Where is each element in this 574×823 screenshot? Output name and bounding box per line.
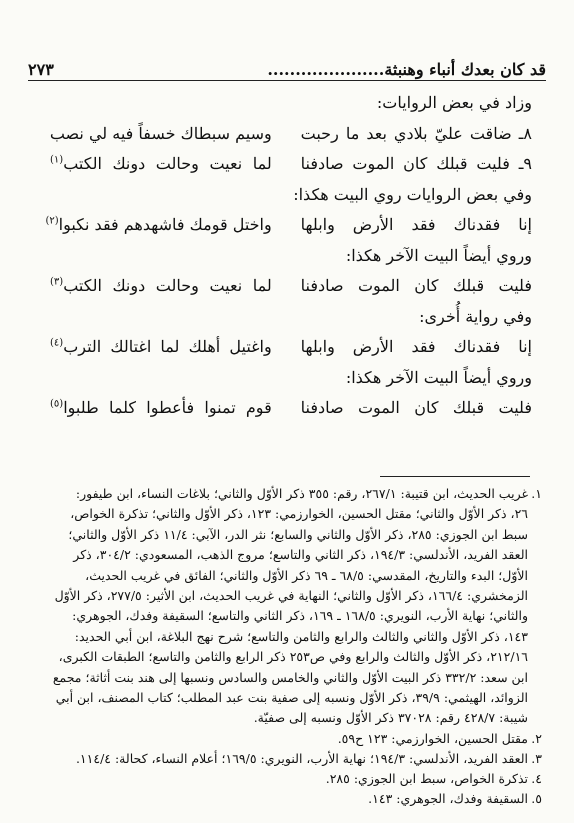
hemistich-text: لما نعيت وحالت دونك الكتب [63,276,272,295]
narration-line: وروي أيضاً البيت الآخر هكذا: [345,245,532,265]
footnote-line: سبط ابن الجوزي: ٢٨٥، ذكر الأوّل والثاني والسابع؛ نثر الدر، الآبي: ١١/٤ ذكر الأوّل والثاني؛ [68,526,528,542]
page-number: ٢٧٣ [28,60,54,79]
running-header [28,55,546,79]
verse-first-hemistich: إنا فقدناك فقد الأرض وابلها [300,337,532,356]
verse-second-hemistich: وسيم سبطاك خسفاً فيه لي نصب [49,123,272,143]
narration-line: وفي بعض الروايات روي البيت هكذا: [293,184,532,204]
footnote-ref: (٢) [45,215,59,227]
footnote-line: الأوّل؛ البدء والتاريخ، المقدسي: ٦٨/٥ ـ ٦٩ ذكر الأوّل والثاني؛ الفائق في غريب الحديث، [85,567,528,583]
footnote-line: ابن سعد: ٣٣٢/٢ ذكر البيت الأوّل والثاني والخامس والسادس ونسبها إلى هند بنت أثاثة؛ مجمع [52,669,528,685]
footnote-1 [30,484,542,729]
verse-first-hemistich: فليت قبلك كان الموت صادفنا [300,276,532,295]
footnote-text: السقيفة وفدك، الجوهري: ١٤٣. [368,790,528,806]
body-text [45,88,532,424]
verse-second-hemistich [45,210,272,241]
footnote-line: ٢١٢/١٦، ذكر الأوّل والثالث والرابع وفي ص٢٥٣ ذكر الرابع والثامن والتاسع؛ الطبقات الكبرى، [58,649,528,665]
footnote-line: ٢٦، ذكر الأوّل والثاني؛ مقتل الحسين، الخوارزمي: ١٢٣، ذكر الأوّل والثاني؛ تذكرة الخواص، [70,506,528,522]
verse-first-hemistich: فليت قبلك كان الموت صادفنا [300,398,532,417]
verse-8 [50,119,532,150]
footnotes [30,484,542,809]
footnote-3 [30,749,542,769]
footnote-text: العقد الفريد، الأندلسي: ١٩٤/٣؛ نهاية الأرب، النويري: ١٦٩/٥؛ أعلام النساء، كحالة: ١١٤/٤. [75,750,528,766]
verse-variant-c [50,332,532,363]
verse-9 [50,149,532,180]
verse-variant-a [45,210,532,241]
footnote-line: الزمخشري: ١٦٦/٤، ذكر الأوّل والثاني؛ النهاية في غريب الحديث، ابن الأثير: ٢٧٧/٥، ذكر الأوّل [54,588,528,604]
hemistich-text: قوم تمنوا فأعطوا كلما طلبوا [63,398,272,417]
footnote-number: ٣. [531,750,542,766]
footnote-ref: (٤) [50,337,64,349]
verse-first-hemistich: ٩ـ فليت قبلك كان الموت صادفنا [300,154,532,173]
verse-second-hemistich [50,332,272,363]
footnote-number: ٢. [531,730,542,746]
footnote-5 [30,789,542,809]
footnote-number: ٤. [531,770,542,786]
footnote-2 [30,729,542,749]
footnote-line: شيبة: ٤٢٨/٧ رقم: ٣٧٠٢٨ ذكر الأوّل ونسبه إلى صفيّة. [253,710,528,726]
footnote-text [30,484,528,729]
hemistich-text: لما نعيت وحالت دونك الكتب [63,154,272,173]
verse-second-hemistich [50,149,272,180]
footnote-line: العقد الفريد، الأندلسي: ١٩٤/٣، ذكر الثاني والتاسع؛ مروج الذهب، المسعودي: ٣٠٤/٢، ذكر [73,547,528,563]
footnote-text: مقتل الحسين، الخوارزمي: ١٢٣ ح٥٩. [337,730,528,746]
footnote-line: الزوائد، الهيثمي: ٣٩/٩، ذكر الأوّل ونسبه إلى صفية بنت عبد المطلب؛ كتاب المصنف، ابن أبي [55,690,528,706]
hemistich-text: واختل قومك فاشهدهم فقد نكبوا [58,215,272,234]
header-title: قد كان بعدك أنباء وهنبثة..................... [267,60,546,79]
footnote-number: ١. [531,486,542,501]
verse-first-hemistich: ٨ـ ضاقت عليّ بلادي بعد ما رحبت [300,123,532,143]
verse-variant-d [50,393,532,424]
footnote-4 [30,769,542,789]
footnote-line: غريب الحديث، ابن قتيبة: ٢٦٧/١، رقم: ٣٥٥ ذكر الأوّل والثاني؛ بلاغات النساء، ابن طيفور: [75,486,528,501]
footnote-ref: (٣) [50,276,64,288]
hemistich-text: واغتيل أهلك لما اغتالك الترب [63,337,272,356]
footnote-line: والثاني؛ نهاية الأرب، النويري: ١٦٨/٥ ـ ١٦٩، ذكر الثاني والتاسع؛ السقيفة وفدك، الجوهري: [72,608,528,624]
verse-first-hemistich: إنا فقدناك فقد الأرض وابلها [300,215,532,234]
narration-line: وروي أيضاً البيت الآخر هكذا: [345,367,532,387]
narration-line: وفي رواية أُخرى: [419,306,532,326]
footnote-ref: (٥) [50,398,64,410]
footnote-text: تذكرة الخواص، سبط ابن الجوزي: ٢٨٥. [325,770,528,786]
header-rule [28,80,546,81]
footnote-separator [380,476,530,477]
verse-second-hemistich [50,393,272,424]
footnote-number: ٥. [531,790,542,806]
footnote-ref: (١) [50,154,64,166]
intro-line: وزاد في بعض الروايات: [376,93,532,112]
footnote-line: ١٤٣، ذكر الأوّل والثاني والثالث والرابع والثامن والتاسع؛ شرح نهج البلاغة، ابن أبي الحديد: [74,628,528,644]
verse-variant-b [50,271,532,302]
verse-second-hemistich [50,271,272,302]
